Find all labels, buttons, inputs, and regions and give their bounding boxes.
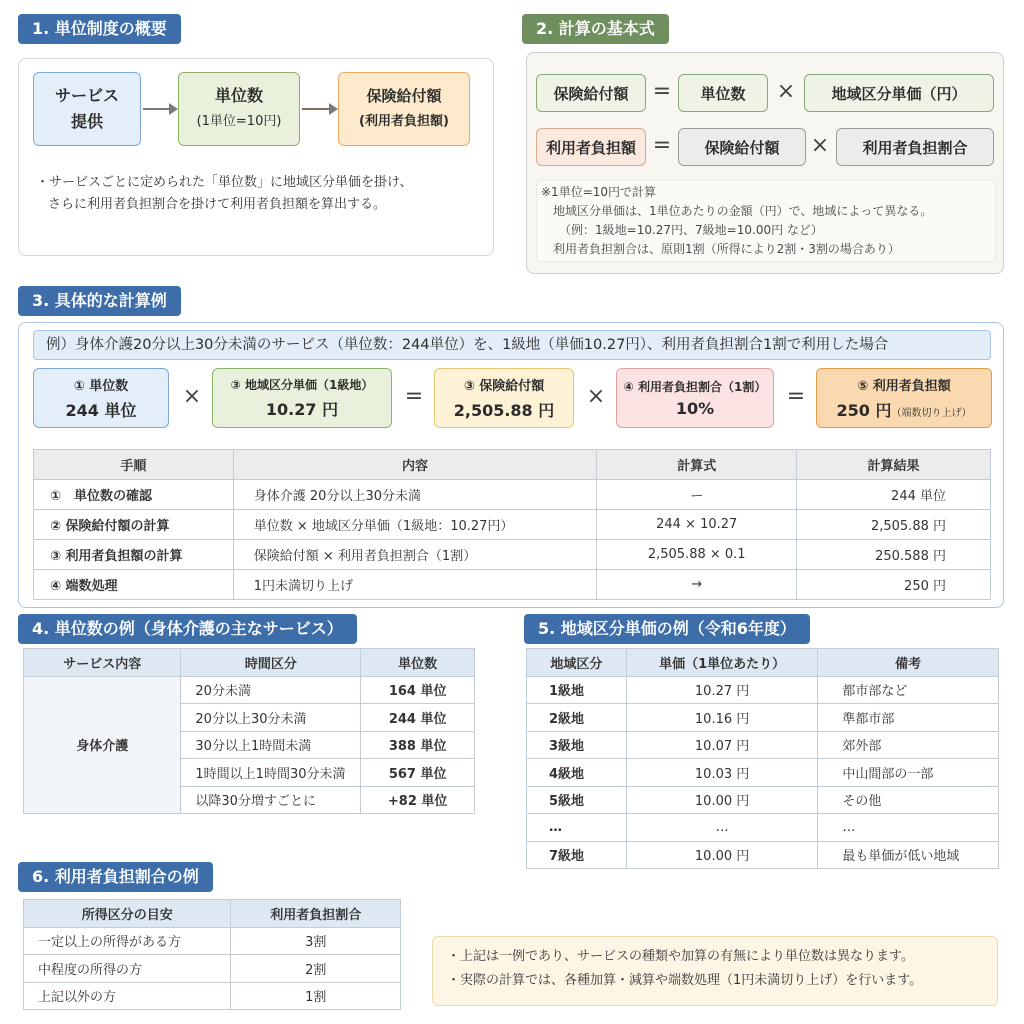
table-cell: 10.27 円 xyxy=(626,676,818,704)
table-header-row xyxy=(34,450,991,480)
calc-box-label: ④ 利用者負担割合（1割） xyxy=(623,380,767,394)
table-header: 計算式 xyxy=(597,450,797,480)
table-row xyxy=(24,927,401,955)
arrow-icon xyxy=(143,108,176,110)
table-header: 時間区分 xyxy=(181,649,361,677)
table-cell: 244 × 10.27 xyxy=(597,510,797,540)
calc-box-benefit xyxy=(434,368,574,428)
calc-box-value: 10.27 円 xyxy=(265,400,339,419)
section1-note xyxy=(36,172,486,216)
section6-title: 6. 利用者負担割合の例 xyxy=(18,862,213,892)
equals-sign: = xyxy=(652,79,672,104)
section4-title: 4. 単位数の例（身体介護の主なサービス） xyxy=(18,614,357,644)
calc-box-ratio xyxy=(616,368,774,428)
remark-line: ・実際の計算では、各種加算・減算や端数処理（1円未満切り上げ）を行います。 xyxy=(447,973,923,988)
table-cell: 郊外部 xyxy=(818,731,999,759)
formula-benefit2: 保険給付額 xyxy=(678,128,806,166)
calc-box-value: 244 単位 xyxy=(65,401,137,420)
table-cell: 5級地 xyxy=(527,786,627,814)
table-cell: 30分以上1時間未満 xyxy=(181,731,361,759)
equals-sign: = xyxy=(404,384,424,409)
calc-box-label: ③ 保険給付額 xyxy=(463,379,545,394)
table-cell: 244 単位 xyxy=(361,704,475,732)
table-cell: → xyxy=(597,570,797,600)
section2-notes xyxy=(536,180,996,262)
table-cell: 2,505.88 円 xyxy=(797,510,991,540)
table-row xyxy=(527,814,999,842)
table-cell: 10.16 円 xyxy=(626,704,818,732)
table-row xyxy=(527,841,999,869)
table-cell: 250.588 円 xyxy=(797,540,991,570)
service-cell: 身体介護 xyxy=(24,676,181,814)
note-line: （例：1級地=10.27円、7級地=10.00円 など） xyxy=(559,223,823,237)
table-cell: 都市部など xyxy=(818,676,999,704)
table-header: サービス内容 xyxy=(24,649,181,677)
table-header: 計算結果 xyxy=(797,450,991,480)
table-cell: 単位数 × 地域区分単価（1級地：10.27円） xyxy=(233,510,597,540)
table-header: 所得区分の目安 xyxy=(24,900,231,928)
table-header: 地域区分 xyxy=(527,649,627,677)
table-cell: 1円未満切り上げ xyxy=(233,570,597,600)
calc-steps-table xyxy=(33,449,991,600)
table-row xyxy=(527,759,999,787)
table-cell: 中程度の所得の方 xyxy=(24,955,231,983)
table-cell: 最も単価が低い地域 xyxy=(818,841,999,869)
table-cell: … xyxy=(626,814,818,842)
section5-title: 5. 地域区分単価の例（令和6年度） xyxy=(524,614,810,644)
box-line: サービス xyxy=(54,86,119,105)
table-row xyxy=(527,676,999,704)
times-sign: × xyxy=(586,384,606,409)
table-cell: 1時間以上1時間30分未満 xyxy=(181,759,361,787)
table-cell: ー xyxy=(597,480,797,510)
table-cell: 以降30分増すごとに xyxy=(181,786,361,814)
section3-title: 3. 具体的な計算例 xyxy=(18,286,181,316)
table-cell: ③ 利用者負担額の計算 xyxy=(34,540,234,570)
box-line: (1単位=10円) xyxy=(196,114,282,129)
table-row xyxy=(34,570,991,600)
table-cell: 2割 xyxy=(231,955,401,983)
units-table xyxy=(23,648,475,814)
table-cell: ① 単位数の確認 xyxy=(34,480,234,510)
table-cell: 保険給付額 × 利用者負担割合（1割） xyxy=(233,540,597,570)
table-cell: 身体介護 20分以上30分未満 xyxy=(233,480,597,510)
table-row xyxy=(34,510,991,540)
formula-unit-price: 地域区分単価（円） xyxy=(804,74,994,112)
table-cell: 一定以上の所得がある方 xyxy=(24,927,231,955)
table-row xyxy=(24,982,401,1010)
formula-ratio: 利用者負担割合 xyxy=(836,128,994,166)
table-cell: 3級地 xyxy=(527,731,627,759)
remark-line: ・上記は一例であり、サービスの種類や加算の有無により単位数は異なります。 xyxy=(447,949,914,964)
formula-benefit: 保険給付額 xyxy=(536,74,646,112)
equals-sign: = xyxy=(786,384,806,409)
box-line: 単位数 xyxy=(214,86,263,105)
table-cell: 250 円 xyxy=(797,570,991,600)
times-sign: × xyxy=(182,384,202,409)
table-header-row xyxy=(24,900,401,928)
table-header-row xyxy=(527,649,999,677)
table-cell: 10.00 円 xyxy=(626,786,818,814)
table-cell: 244 単位 xyxy=(797,480,991,510)
table-row xyxy=(34,540,991,570)
calc-box-value: 250 円 xyxy=(836,401,892,420)
note-line: 地域区分単価は、1単位あたりの金額（円）で、地域によって異なる。 xyxy=(553,204,933,218)
box-line: 保険給付額 xyxy=(366,87,442,105)
table-header-row xyxy=(24,649,475,677)
note-line: さらに利用者負担割合を掛けて利用者負担額を算出する。 xyxy=(48,197,387,212)
units-box xyxy=(178,72,300,146)
note-line: 利用者負担割合は、原則1割（所得により2割・3割の場合あり） xyxy=(553,242,900,256)
section2-title: 2. 計算の基本式 xyxy=(522,14,669,44)
table-row xyxy=(24,676,475,704)
box-line: (利用者負担額) xyxy=(359,114,449,129)
calc-box-suffix: （端数切り上げ） xyxy=(891,408,972,419)
table-cell: 1割 xyxy=(231,982,401,1010)
service-provision-box xyxy=(33,72,141,146)
region-price-table xyxy=(526,648,999,869)
times-sign: × xyxy=(810,133,830,158)
calc-box-copay xyxy=(816,368,992,428)
table-cell: ④ 端数処理 xyxy=(34,570,234,600)
table-cell: 10.00 円 xyxy=(626,841,818,869)
table-header: 手順 xyxy=(34,450,234,480)
table-header: 備考 xyxy=(818,649,999,677)
table-header: 利用者負担割合 xyxy=(231,900,401,928)
table-cell: 4級地 xyxy=(527,759,627,787)
table-cell: その他 xyxy=(818,786,999,814)
table-cell: 上記以外の方 xyxy=(24,982,231,1010)
remarks-box xyxy=(432,936,998,1006)
table-cell: 2,505.88 × 0.1 xyxy=(597,540,797,570)
table-cell: 164 単位 xyxy=(361,676,475,704)
calc-box-label: ③ 地域区分単価（1級地） xyxy=(230,378,374,392)
calc-box-units xyxy=(33,368,169,428)
table-cell: 388 単位 xyxy=(361,731,475,759)
calc-box-label: ① 単位数 xyxy=(73,379,129,394)
table-cell: 7級地 xyxy=(527,841,627,869)
table-cell: 20分未満 xyxy=(181,676,361,704)
section1-title: 1. 単位制度の概要 xyxy=(18,14,181,44)
table-cell: … xyxy=(527,814,627,842)
table-cell: 1級地 xyxy=(527,676,627,704)
table-cell: 567 単位 xyxy=(361,759,475,787)
table-cell: 20分以上30分未満 xyxy=(181,704,361,732)
table-row xyxy=(527,786,999,814)
table-header: 内容 xyxy=(233,450,597,480)
benefit-box xyxy=(338,72,470,146)
table-cell: 10.03 円 xyxy=(626,759,818,787)
table-cell: ② 保険給付額の計算 xyxy=(34,510,234,540)
formula-copay: 利用者負担額 xyxy=(536,128,646,166)
calc-box-unit-price xyxy=(212,368,392,428)
example-banner: 例）身体介護20分以上30分未満のサービス（単位数：244単位）を、1級地（単価10.27円）、利用者負担割合1割で利用した場合 xyxy=(33,330,991,360)
table-header: 単位数 xyxy=(361,649,475,677)
table-cell: … xyxy=(818,814,999,842)
table-row xyxy=(34,480,991,510)
table-cell: +82 単位 xyxy=(361,786,475,814)
table-cell: 準都市部 xyxy=(818,704,999,732)
note-line: ・サービスごとに定められた「単位数」に地域区分単価を掛け、 xyxy=(36,175,413,190)
box-line: 提供 xyxy=(70,112,103,131)
table-row xyxy=(527,731,999,759)
table-cell: 2級地 xyxy=(527,704,627,732)
table-header: 単価（1単位あたり） xyxy=(626,649,818,677)
table-cell: 中山間部の一部 xyxy=(818,759,999,787)
calc-box-label: ⑤ 利用者負担額 xyxy=(857,379,951,394)
copay-ratio-table xyxy=(23,899,401,1010)
arrow-icon xyxy=(302,108,336,110)
calc-box-value: 2,505.88 円 xyxy=(453,401,555,420)
formula-units: 単位数 xyxy=(678,74,768,112)
calc-box-value-row xyxy=(837,398,972,421)
table-row xyxy=(527,704,999,732)
times-sign: × xyxy=(776,79,796,104)
table-cell: 10.07 円 xyxy=(626,731,818,759)
equals-sign: = xyxy=(652,133,672,158)
calc-box-value: 10% xyxy=(675,399,715,418)
table-cell: 3割 xyxy=(231,927,401,955)
note-line: ※1単位=10円で計算 xyxy=(541,185,657,199)
table-row xyxy=(24,955,401,983)
